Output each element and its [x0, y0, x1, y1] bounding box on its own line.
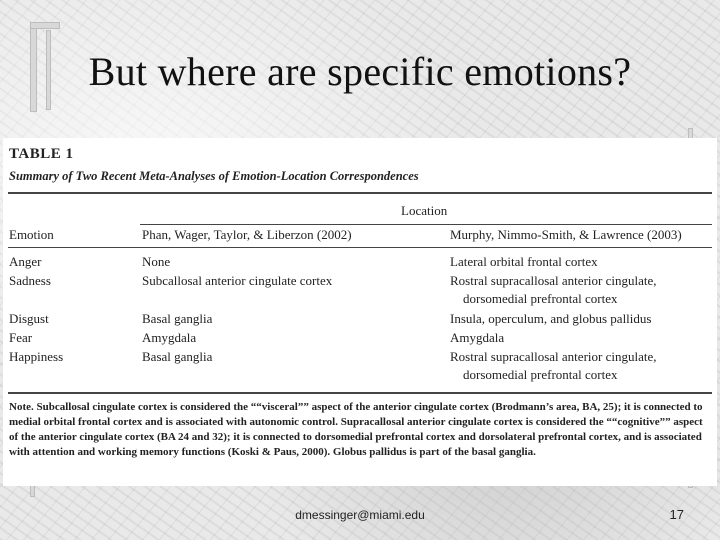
slide-title: But where are specific emotions?: [88, 49, 632, 94]
table-row-murphy-continued: dorsomedial prefrontal cortex: [463, 367, 618, 382]
table-row-emotion: Fear: [9, 330, 33, 345]
location-rule: [140, 224, 712, 225]
table-row-phan: Subcallosal anterior cingulate cortex: [142, 273, 333, 288]
frame-line-top: [30, 22, 60, 29]
header-rule: [8, 247, 712, 248]
footer-email: dmessinger@miami.edu: [295, 508, 425, 522]
table-row-emotion: Sadness: [9, 273, 51, 288]
table-row-phan: Basal ganglia: [142, 349, 213, 364]
table-row-murphy: Lateral orbital frontal cortex: [450, 254, 598, 269]
page-number: 17: [669, 507, 684, 522]
column-header-phan: Phan, Wager, Taylor, & Liberzon (2002): [142, 227, 352, 242]
table-row-murphy: Rostral supracallosal anterior cingulate,: [450, 349, 657, 364]
table-bottom-rule: [8, 392, 712, 394]
table-note: Note. Subcallosal cingulate cortex is considered the ““visceral”” aspect of the anterior cingulate cortex (Brodmann’s area, BA, 25); it is connected to medial orbital frontal cortex and is associated with autonomic control. Supracallosal anterior cingulate cortex is considered the ““cognitive”” aspect of the anterior cingulate cortex (BA 24 and 32); it is connected to dorsomedial prefrontal cortex and dorsolateral prefrontal cortex, and is associated with attention and working memory functions (Koski & Paus, 2000). Globus pallidus is part of the basal ganglia.: [9, 401, 703, 458]
table-row-murphy: Insula, operculum, and globus pallidus: [450, 311, 652, 326]
table-caption: Summary of Two Recent Meta-Analyses of Emotion-Location Correspondences: [9, 169, 419, 183]
column-header-emotion: Emotion: [9, 227, 54, 242]
table-row-emotion: Anger: [9, 254, 42, 269]
column-header-murphy: Murphy, Nimmo-Smith, & Lawrence (2003): [450, 227, 682, 242]
table-top-rule: [8, 192, 712, 194]
table-figure: [3, 138, 717, 486]
table-row-murphy: Rostral supracallosal anterior cingulate,: [450, 273, 657, 288]
table-row-murphy: Amygdala: [450, 330, 505, 345]
table-label: TABLE 1: [9, 146, 74, 162]
table-row-emotion: Disgust: [9, 311, 49, 326]
table-row-phan: Amygdala: [142, 330, 197, 345]
table-row-phan: Basal ganglia: [142, 311, 213, 326]
location-header: Location: [401, 203, 448, 218]
table-row-emotion: Happiness: [9, 349, 64, 364]
table-row-murphy-continued: dorsomedial prefrontal cortex: [463, 291, 618, 306]
table-row-phan: None: [142, 254, 171, 269]
